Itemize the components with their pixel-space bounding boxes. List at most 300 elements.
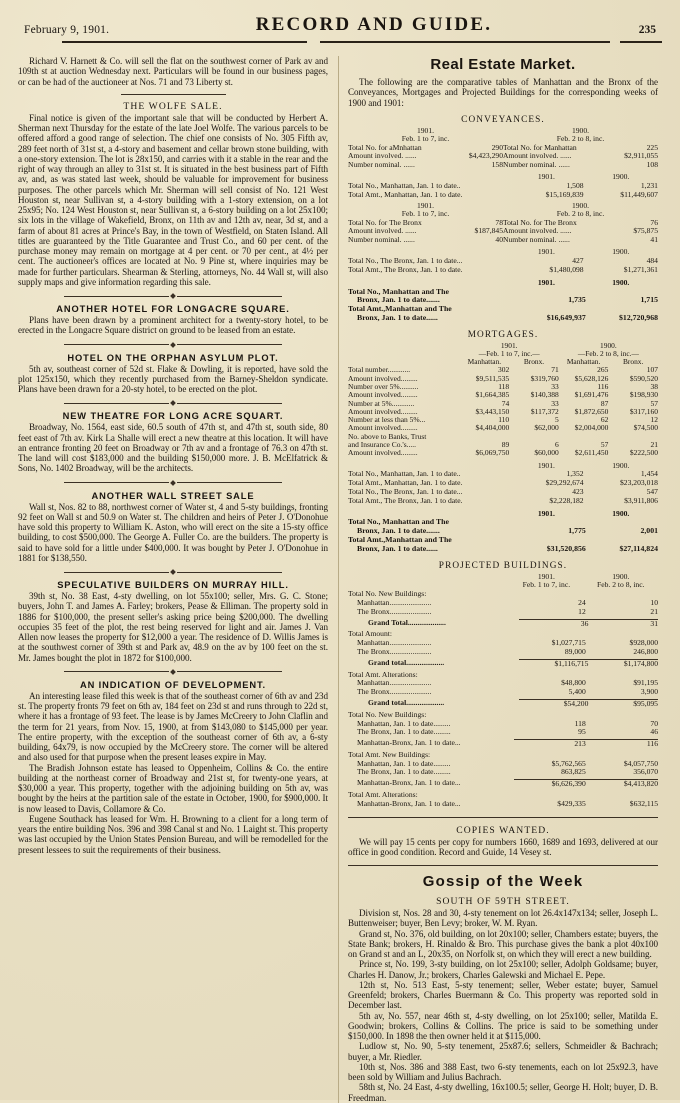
row-label: Number nominal. ...... (503, 234, 570, 244)
col-header: Manhattan. (467, 357, 502, 367)
row-value-1901: 12 (578, 606, 586, 616)
row-value-1901: 1,775 (568, 526, 586, 536)
total-value-1900: $4,413,820 (586, 779, 658, 789)
article-heading-wall-street-sale: ANOTHER WALL STREET SALE (91, 490, 255, 501)
row-value-1900: 1,454 (640, 469, 658, 479)
row-value: 302 (497, 365, 510, 375)
row-label: Manhattan...................... (357, 639, 432, 648)
row-label: Amount involved. ...... (348, 151, 417, 161)
year-label: 1900. (612, 277, 630, 287)
article-body: The Bradish Johnson estate has leased to Oppenheim, Collins & Co. the entire building at the northeast corner of Broadway and 21st st, for twenty-one years, at $30,000 a year. This property, together with the adjoining building on 5th av, was bought by the heirs at the partition sale of the estate in October, 1900, for $900,000. It is now leased to Davis, Collamore & Co. (18, 762, 328, 814)
table-row (348, 305, 658, 314)
table-row (348, 639, 658, 648)
article-body: Wall st, Nos. 82 to 88, northwest corner of Water st, 4 and 5-sty buildings, fronting 92 feet on Wall st and 50.9 on Water st. The children and heirs of Peter J. O'Donohue have sold this property to William K. Aston, who will erect on the site a 15-sty office building, to cost $500,000. The George A. Fuller Co. are the builders. The property is said to have sold for a little under $400,000. It was bought by Peter J. O'Donohue in 1881 for $138,550. (18, 501, 328, 563)
group-title-row (348, 711, 658, 720)
table-row (348, 800, 658, 809)
row-value-1900: 70 (650, 718, 658, 728)
row-value-1901: $5,762,565 (551, 758, 586, 768)
table-row (348, 497, 658, 506)
total-label: Grand Total.................... (368, 618, 446, 627)
table-row (348, 648, 658, 657)
row-value: 6 (555, 439, 559, 449)
table-row (348, 191, 658, 200)
gossip-item: Division st, Nos. 28 and 30, 4-sty tenement on lot 26.4x147x134; seller, Joseph L. Buttenweiser; buyer, Ben Levy; broker, W. M. Ryan. (348, 908, 658, 929)
mortgages-rows (348, 366, 658, 457)
row-value-1900: 1,231 (640, 181, 658, 191)
row-value: $2,611,450 (574, 448, 609, 458)
row-label: Manhattan, Jan. 1 to date......... (357, 719, 451, 728)
row-label: Amount involved......... (348, 391, 418, 400)
group-title: Total Amount: (348, 630, 392, 639)
row-value: 33 (551, 398, 559, 408)
group-title-row (348, 671, 658, 680)
table-row (348, 470, 658, 479)
row-label: Amount involved......... (348, 374, 418, 383)
table-row (503, 161, 658, 170)
row-value: $222,500 (629, 448, 658, 458)
left-column (18, 56, 337, 1103)
row-value-1900: 246,800 (633, 646, 658, 656)
row-label: and Insurance Co.'s..... (348, 440, 417, 449)
row-value-1900: 356,070 (633, 767, 658, 777)
row-label: Total Amt., Manhattan, Jan. 1 to date. (348, 190, 463, 199)
row-value: 225 (646, 142, 658, 152)
row-value-1901: $429,335 (557, 798, 586, 808)
group-title: Total Amt. Alterations: (348, 791, 418, 800)
conveyances-manhattan-todate-years (348, 173, 658, 182)
col-header: Bronx. (523, 357, 545, 367)
table-row (348, 608, 658, 617)
row-label: Total No. for The Bronx (348, 217, 422, 227)
row-value-1901: 1,352 (566, 469, 584, 479)
table-row (503, 236, 658, 245)
gossip-item: Grand st, No. 376, old building, on lot 20x100; seller, Chambers estate; buyers, the State Bank; brokers, H. Rinaldo & Bro. This purchase gives the bank a plot 40x100 on Grand st and an L, 20x35, on Norfolk st, on which they will erect a new building. (348, 928, 658, 960)
total-row (348, 739, 658, 749)
row-label: Amount involved. ...... (503, 151, 572, 161)
projected-periods (348, 581, 658, 590)
year-label: 1901. (537, 460, 555, 470)
table-row (348, 314, 658, 323)
year-label: 1901. (500, 340, 518, 350)
row-label: Total No., Manhattan, Jan. 1 to date.. (348, 470, 461, 479)
mortgages-todate-rows (348, 470, 658, 505)
col-header: Manhattan. (566, 357, 601, 367)
period-label: Feb. 2 to 8, inc. (556, 134, 605, 144)
row-value-1901: 423 (572, 486, 584, 496)
row-value: $75,875 (633, 226, 658, 236)
row-label: Total Amt., The Bronx, Jan. 1 to date. (348, 496, 463, 505)
row-label: No. above to Banks, Trust (348, 432, 427, 441)
row-value: 116 (597, 381, 609, 391)
gossip-item: 58th st, No. 24 East, 4-sty dwelling, 16x100.5; seller, George H. Holt; buyer, D. B. Freedman. (348, 1082, 658, 1103)
divider-ornament (18, 670, 328, 674)
table-row (348, 536, 658, 545)
row-label: Total Amt., The Bronx, Jan. 1 to date. (348, 265, 463, 274)
row-value: $62,000 (534, 423, 559, 433)
masthead-rule (20, 40, 660, 47)
row-value-1901: 863,825 (561, 767, 586, 777)
row-value-1901: 89,000 (564, 646, 586, 656)
total-row (348, 619, 658, 629)
table-row (348, 236, 503, 245)
row-value: 57 (650, 398, 658, 408)
row-value-1901: 24 (578, 597, 586, 607)
row-value: 108 (646, 159, 658, 169)
row-label: Total No., Manhattan and The (348, 287, 449, 296)
conveyances-1900-manhattan (503, 127, 658, 170)
row-label: Number nominal. ...... (348, 159, 415, 169)
section-divider (348, 865, 658, 866)
total-value-1901: 213 (514, 739, 586, 749)
total-value-1901: $1,116,715 (519, 659, 589, 669)
group-title: Total Amt. Alterations: (348, 670, 418, 679)
row-label: The Bronx, Jan. 1 to date......... (357, 728, 451, 737)
conveyances-1901-bronx (348, 202, 503, 245)
article-heading-orphan-asylum: HOTEL ON THE ORPHAN ASYLUM PLOT. (67, 352, 279, 363)
row-value: 12 (650, 415, 658, 425)
year-label: 1900. (571, 200, 590, 210)
table-row (348, 688, 658, 697)
section-divider (348, 817, 658, 818)
gossip-item: Prince st, No. 199, 3-sty building, on lot 25x100; seller, Adolph Goldsame; buyer, Charles H. Danow, Jr.; brokers, Charles Galewski and Michael E. Pepe. (348, 959, 658, 980)
row-label: Total No. for aMnhattan (348, 142, 422, 152)
publication-title: RECORD AND GUIDE. (255, 14, 493, 35)
group-title-row (348, 590, 658, 599)
row-label: Amount involved. ...... (348, 226, 417, 236)
row-label: Manhattan, Jan. 1 to date......... (357, 759, 451, 768)
row-value: $3,443,150 (475, 406, 510, 416)
row-label: Manhattan-Bronx, Jan. 1 to date... (357, 799, 461, 808)
article-body: An interesting lease filed this week is that of the southeast corner of 6th av and 23d st. The property fronts 79 feet on 6th av, 184 feet on 23d st and runs through to 22d st, where it has a frontage of 93 feet. The lease is by James McCreery to John Claflin and the term for 21 years, from Nov. 15, 1900, at from $143,080 to $145,000 per year. The entire property, with the exception of the southeast corner of 6th av, a 6-sty building, 64x79, is now occupied by the McCreery store. The corner will be altered and also used for that purpose when the present leases expire in May. (18, 690, 328, 763)
row-value-1901: 1,735 (568, 295, 586, 305)
table-row (348, 257, 658, 266)
row-value: 71 (551, 365, 559, 375)
row-value: $60,000 (534, 448, 559, 458)
row-value-1900: 1,715 (640, 295, 658, 305)
row-label: The Bronx...................... (357, 607, 432, 616)
table-row (348, 161, 503, 170)
period-label: Feb. 1 to 7, inc. (401, 134, 450, 144)
row-label-cont: Bronx, Jan. 1 to date....... (357, 527, 440, 536)
row-label: Number nominal. ...... (503, 159, 570, 169)
row-value-1900: 547 (646, 486, 658, 496)
row-value (509, 433, 559, 441)
row-value: $187,845 (474, 226, 503, 236)
row-value-1900: $91,195 (633, 678, 658, 688)
row-value: 87 (600, 398, 609, 408)
row-label: Total No. for The Bronx (503, 217, 577, 227)
table-row (348, 449, 658, 457)
table-row (348, 479, 658, 488)
year-label: 1901. (537, 508, 555, 518)
mortgages-combined-years (348, 510, 658, 519)
row-value: 57 (600, 439, 609, 449)
issue-date: February 9, 1901. (24, 24, 110, 36)
year-label: 1900. (612, 571, 630, 581)
total-label: Manhattan-Bronx, Jan. 1 to date... (357, 779, 461, 788)
mortgages-caption: MORTGAGES. (467, 329, 539, 340)
row-value: $590,520 (629, 373, 658, 383)
row-value: 78 (495, 217, 503, 227)
year-label: 1900. (612, 172, 630, 182)
row-value: $317,160 (629, 406, 658, 416)
article-heading-new-theatre: NEW THEATRE FOR LONG ACRE SQUART. (62, 411, 284, 422)
row-value-1900: $4,057,750 (623, 758, 658, 768)
row-value-1900: $27,114,824 (619, 543, 658, 553)
row-value: 40 (495, 234, 503, 244)
gossip-item: 10th st, Nos. 386 and 388 East, two 6-sty tenements, each on lot 25x92.3, have been sold by William and Julius Bachrach. (348, 1061, 658, 1083)
row-label: Amount involved......... (348, 424, 418, 433)
row-label: Total No., Manhattan, Jan. 1 to date.. (348, 182, 461, 191)
copies-wanted-heading: COPIES WANTED. (456, 824, 550, 836)
real-estate-market-title: Real Estate Market. (430, 56, 576, 73)
row-label: The Bronx, Jan. 1 to date......... (357, 768, 451, 777)
masthead (18, 14, 662, 36)
total-value-1900: 31 (588, 619, 658, 629)
market-intro: The following are the comparative tables of Manhattan and the Bronx of the Conveyances, Mortgages and Projected Buildings for the corresponding weeks of 1900 and 1901: (348, 77, 658, 108)
row-value-1901: $16,649,937 (546, 312, 586, 322)
year-label: 1900. (612, 508, 630, 518)
table-row (348, 488, 658, 497)
row-value: 21 (650, 439, 658, 449)
row-label: Total Amt., Manhattan, Jan. 1 to date. (348, 479, 463, 488)
total-value-1901: 36 (519, 619, 589, 629)
row-value-1901: 5,400 (568, 687, 586, 697)
row-value: 74 (501, 398, 510, 408)
row-value: 41 (650, 234, 658, 244)
row-label: Amount involved......... (348, 407, 418, 416)
table-row (348, 720, 658, 729)
group-title-row (348, 630, 658, 639)
row-label: The Bronx...................... (357, 688, 432, 697)
row-value-1901: $1,480,098 (549, 264, 584, 274)
divider-ornament (18, 94, 328, 95)
period-label: Feb. 2 to 8, inc. (556, 209, 605, 219)
article-heading-indication-development: AN INDICATION OF DEVELOPMENT. (79, 679, 267, 690)
row-label: Manhattan...................... (357, 679, 432, 688)
row-value-1900: $632,115 (629, 798, 658, 808)
row-value-1901: $2,228,182 (549, 495, 584, 505)
row-value-1900: 46 (650, 727, 658, 737)
row-value-1900: 3,900 (640, 687, 658, 697)
period-label: Feb. 1 to 7, inc. (522, 580, 571, 590)
total-value-1901: $6,626,390 (514, 779, 586, 789)
table-row (348, 760, 658, 769)
conveyances-1900-bronx (503, 202, 658, 245)
divider-ornament (18, 481, 328, 485)
table-row (348, 545, 658, 554)
row-value: $5,628,126 (574, 373, 609, 383)
period-label: —Feb. 1 to 7, inc.— (478, 348, 540, 358)
row-label-cont: Bronx, Jan. 1 to date...... (357, 313, 438, 322)
conveyances-bronx-week (348, 202, 658, 245)
row-label: Total No. for Manhattan (503, 142, 577, 152)
row-value: $2,004,000 (574, 423, 609, 433)
row-value: 33 (551, 381, 559, 391)
row-label: The Bronx...................... (357, 647, 432, 656)
group-title-row (348, 791, 658, 800)
period-label: —Feb. 2 to 8, inc.— (577, 348, 639, 358)
row-value: 62 (600, 415, 609, 425)
conveyances-bronx-todate-years (348, 248, 658, 257)
row-value-1900: $1,271,361 (623, 264, 658, 274)
year-label: 1901. (537, 247, 555, 257)
group-title: Total Amt. New Buildings: (348, 750, 431, 759)
row-value: $74,500 (633, 423, 658, 433)
divider-ornament (18, 401, 328, 405)
intro-paragraph: Richard V. Harnett & Co. will sell the flat on the southwest corner of Park av and 109th st at auction Wednesday next. Particulars will be found in our business pages, or can be had of the auctioneer at Nos. 71 and 73 Liberty st. (18, 56, 328, 87)
row-value-1901: $31,520,856 (546, 543, 586, 553)
table-row (348, 424, 658, 432)
divider-ornament (18, 570, 328, 574)
row-value: 89 (501, 439, 510, 449)
gossip-items (348, 908, 658, 1103)
article-heading-wolfe-sale: THE WOLFE SALE. (123, 100, 223, 112)
row-label: Number at 5%............ (348, 399, 415, 408)
row-value: 5 (555, 415, 559, 425)
total-value-1901: $54,200 (519, 699, 589, 709)
article-body: Plans have been drawn by a prominent architect for a twenty-story hotel, to be erected in the Longacre Square district on ground to be leased from an estate. (18, 315, 328, 336)
row-value-1900: 10 (650, 597, 658, 607)
table-row (348, 679, 658, 688)
divider-ornament (18, 294, 328, 298)
year-label: 1900. (612, 247, 630, 257)
gossip-subtitle: SOUTH OF 59TH STREET. (436, 896, 570, 908)
row-label: Number over 5%.......... (348, 382, 419, 391)
group-title-row (348, 751, 658, 760)
year-label: 1901. (537, 571, 555, 581)
row-value: $1,664,385 (475, 390, 510, 400)
article-body: 39th st, No. 38 East, 4-sty dwelling, on lot 55x100; seller, Mrs. G. C. Stone; buyers, John T. and James A. Farley; brokers, Pease & Elliman. The property sold in 1886 for $100,000, the present seller's asking price being $200,000. The dwelling occupies 35 feet of the plot, the rest being reserved for light and air. James J. Van Allen now leases the property for $12,000 a year. The residence of D. Willis James is at the southwest corner of 39th st and Park av, 48.9 on the av by 100 feet on the st. Mr. James bought the plot in 1872 for $100,000. (18, 591, 328, 663)
row-value: $6,069,750 (475, 448, 510, 458)
gossip-item: 12th st, No. 513 East, 5-sty tenement; seller, Weber estate; buyer, Samuel Greenfeld; brokers, Charles Buermann & Co. This property was reported sold in December last. (348, 979, 658, 1011)
divider-ornament (18, 343, 328, 347)
row-value: $2,911,055 (624, 151, 658, 161)
total-row (348, 659, 658, 669)
row-value: $140,388 (530, 390, 559, 400)
row-value-1900: 21 (650, 606, 658, 616)
table-row (348, 527, 658, 536)
row-value-1900: $3,911,806 (624, 495, 658, 505)
row-value-1900: $928,000 (629, 638, 658, 648)
total-row (348, 699, 658, 709)
row-value-1900: $11,449,607 (620, 189, 658, 199)
row-value: $117,372 (530, 406, 559, 416)
row-value: 265 (597, 365, 609, 375)
row-value-1901: 1,508 (566, 181, 584, 191)
row-label: Amount involved. ...... (503, 226, 572, 236)
row-value: $9,511,535 (475, 373, 510, 383)
total-row (348, 779, 658, 789)
right-column (338, 56, 658, 1103)
gossip-title: Gossip of the Week (422, 873, 584, 891)
projected-buildings-caption: PROJECTED BUILDINGS. (438, 560, 568, 571)
row-label: Number at less than 5%... (348, 416, 426, 425)
period-label: Feb. 2 to 8, inc. (597, 580, 645, 590)
table-row (348, 266, 658, 275)
year-label: 1900. (571, 125, 590, 135)
copies-wanted-text: We will pay 15 cents per copy for numbers 1660, 1689 and 1693, delivered at our office in good condition. Record and Guide, 14 Vesey st. (348, 836, 658, 857)
year-label: 1901. (537, 277, 555, 287)
row-label-cont: Bronx, Jan. 1 to date...... (357, 544, 438, 553)
row-value-1901: 427 (572, 256, 584, 266)
row-value: $1,691,476 (574, 390, 609, 400)
group-title: Total No. New Buildings: (348, 590, 427, 599)
row-value-1901: $15,169,839 (545, 189, 584, 199)
row-label: Total number............ (348, 366, 411, 375)
year-label: 1900. (612, 460, 630, 470)
conveyances-combined-years (348, 279, 658, 288)
total-value-1900: $95,095 (588, 699, 658, 709)
table-row (348, 518, 658, 527)
row-value-1900: $23,203,018 (620, 478, 658, 488)
total-value-1900: $1,174,800 (588, 659, 658, 669)
mortgages-period-row (348, 350, 658, 358)
row-value: 118 (498, 381, 510, 391)
year-label: 1900. (600, 340, 617, 350)
period-label: Feb. 1 to 7, inc. (401, 209, 450, 219)
row-value: 290 (491, 142, 503, 152)
row-label: Total No., Manhattan and The (348, 518, 449, 527)
row-value: 76 (650, 217, 658, 227)
table-row (348, 182, 658, 191)
row-value-1901: 118 (574, 718, 586, 728)
row-value-1901: $1,027,715 (551, 638, 586, 648)
table-row (348, 768, 658, 777)
row-value-1900: $12,720,968 (619, 312, 658, 322)
total-label: Grand total.................... (368, 698, 445, 707)
row-value: $4,404,000 (475, 423, 510, 433)
row-label-cont: Bronx, Jan. 1 to date....... (357, 296, 440, 305)
conveyances-1901-manhattan (348, 127, 503, 170)
row-value: $4,423,290 (468, 151, 503, 161)
mortgages-todate-years (348, 462, 658, 471)
article-body: Broadway, No. 1564, east side, 60.5 south of 47th st, and 47th st, south side, 80 feet east of 7th av. Kirk La Shalle will erect a new theatre at this location. It will have an entrance fronting 20 feet on Broadway or 7th av and a frontage of 76.3 on 47th st. The land will cost $183,000 and the building $150,000 more. J. B. McElfatrick & Sons, No. 1402 Broadway, will be the architects. (18, 422, 328, 474)
table-row (348, 728, 658, 737)
article-heading-longacre-hotel: ANOTHER HOTEL FOR LONGACRE SQUARE. (56, 304, 290, 314)
total-label: Grand total.................... (368, 658, 445, 667)
row-value: 110 (498, 415, 510, 425)
row-value: $319,760 (530, 373, 559, 383)
projected-buildings-groups (348, 590, 658, 809)
gossip-item: Ludlow st, No. 90, 5-sty tenement, 25x87.6; sellers, Schmeidler & Bachrach; buyer, a Mr. Riedler. (348, 1041, 658, 1062)
row-label: Total No., The Bronx, Jan. 1 to date... (348, 487, 463, 496)
row-value-1901: $48,800 (561, 678, 586, 688)
row-value: $1,872,650 (574, 406, 609, 416)
conveyances-caption: CONVEYANCES. (461, 114, 545, 125)
gossip-item: 5th av, No. 557, near 46th st, 4-sty dwelling, on lot 25x100; seller, Matilda E. Goodwin; brokers, Collins & Collins. The price is said to be something under $150,000. In 1898 the then owner held it at $115,000. (348, 1010, 658, 1042)
year-label: 1901. (537, 172, 555, 182)
row-label: Number nominal. ...... (348, 234, 415, 244)
row-value: 158 (491, 159, 503, 169)
article-body: 5th av, southeast corner of 52d st. Flake & Dowling, it is reported, have sold the plot 125x150, which they recently purchased from the Barney-Sheldon syndicate. Plans have been drawn for a 20-sty hotel, to be erected on the plot. (18, 363, 328, 394)
table-row (348, 599, 658, 608)
total-value-1900: 116 (586, 739, 658, 749)
page-number: 235 (638, 24, 656, 36)
conveyances-manhattan-week (348, 127, 658, 170)
row-value-1901: $29,292,674 (545, 478, 584, 488)
table-row (348, 296, 658, 305)
row-label: Total Amt.,Manhattan and The (348, 305, 452, 314)
row-label: Total Amt.,Manhattan and The (348, 535, 452, 544)
article-body: Eugene Southack has leased for Wm. H. Browning to a client for a long term of years the entire building Nos. 396 and 398 Canal st and No. 1 Laight st. This property was last occupied by the Union States Pension Bureau, and will be remodelled for the present lessees to suit the requirements of their business. (18, 813, 328, 855)
article-heading-murray-hill: SPECULATIVE BUILDERS ON MURRAY HILL. (57, 580, 289, 590)
row-value: 38 (650, 381, 658, 391)
row-label: Manhattan...................... (357, 598, 432, 607)
group-title: Total No. New Buildings: (348, 710, 427, 719)
row-label: Amount involved......... (348, 449, 418, 458)
article-body: Final notice is given of the important sale that will be conducted by Herbert A. Sherman next Thursday for the estate of the late Joel Wolfe. The various parcels to be offered afford a good range of selection. The chief one consists of No. 305 Fifth av, 289 feet north of 31st st, a 4-story and basement and cellar brown stone building, with a one-story extension. The lot is 28x150, and carries with it a stable in the rear and the right of way through an alley to 31st st. It is situated in the best business part of Fifth av, and, as was stated last week, should be valuable for improvement for business purposes. The other parcels which Mr. Sherman will sell consist of No. 121 West Houston st, near Sullivan st, a 4-story building with a 1-story extension, on a lot 25x95; No. 124 West Houston st, near Sullivan st, a 6-story building on a lot 25x100; six lots in the village of Wakefield, Bronx, on 11th av and 12th av, near, 3d st, and a farm of about 81 acres at Prince's Bay, in the town of Westfield, on Staten Island. All titles are guaranteed by the Title Guarantee and Trust Co., and 60 per cent. of the purchase money may remain on mortgage at 4 per cent. or 70 per cent., at 4½ per cent. The auctioneer's offices are located at No. 9 Pine st, where inquiries may be made for further particulars. Shearman & Sterling, attorneys, No. 44 Wall st, will also supply maps and give information regarding this sale. (18, 112, 328, 287)
